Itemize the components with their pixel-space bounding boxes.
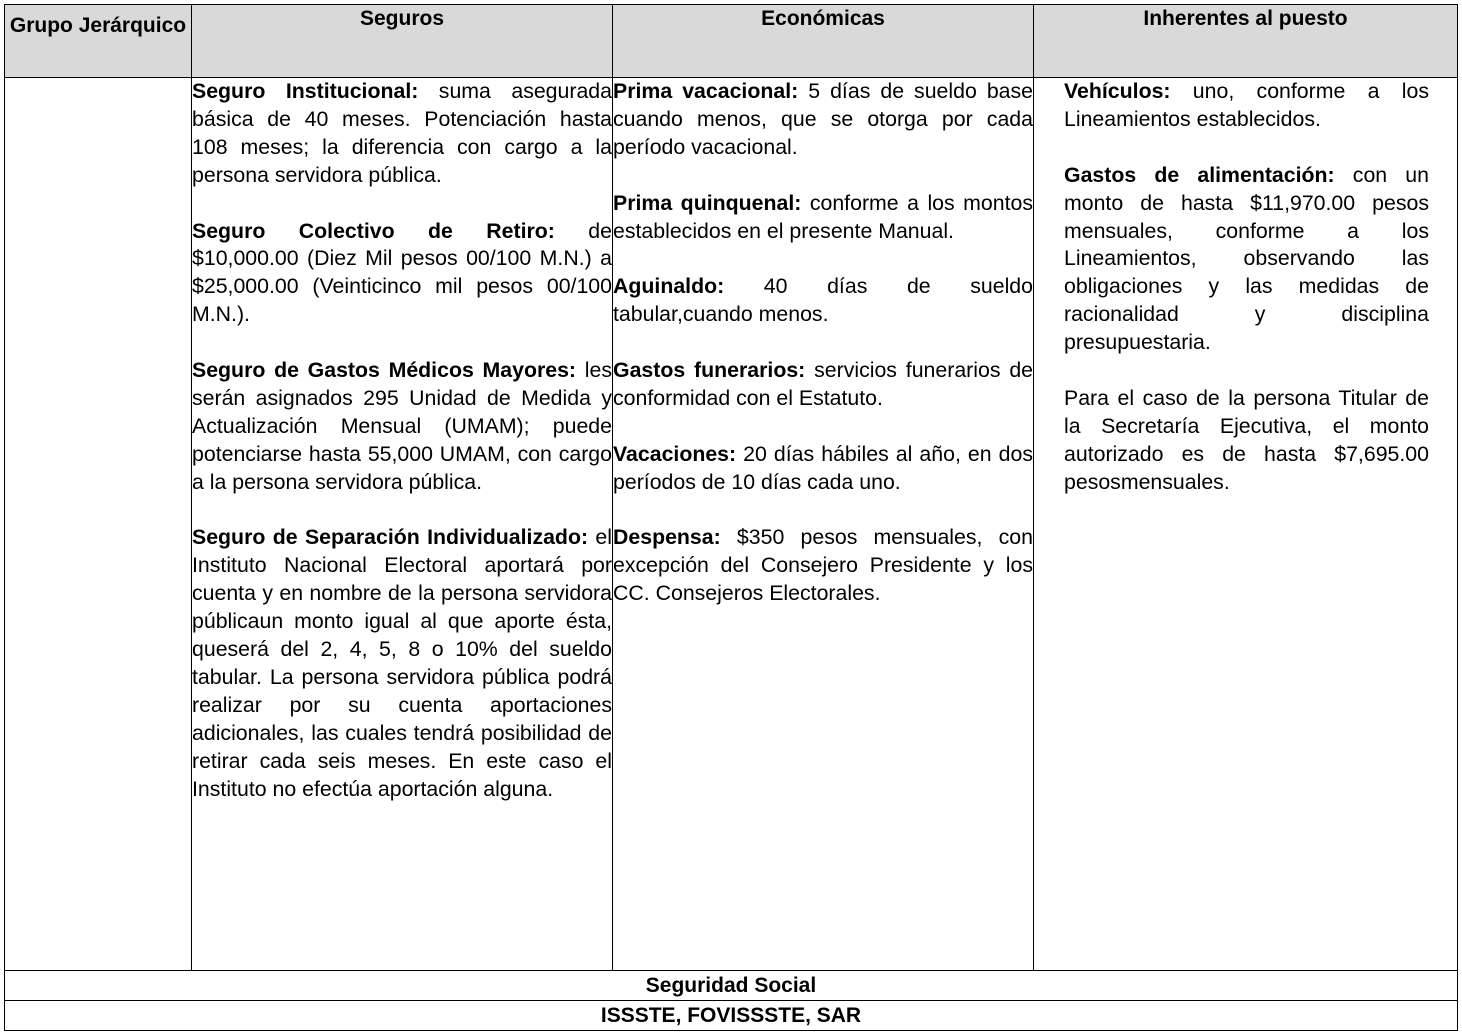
benefits-table bbox=[4, 4, 1458, 1031]
header-seguros: Seguros bbox=[192, 5, 613, 78]
gastos-funerarios: Gastos funerarios: servicios funerarios de conformidad con el Estatuto. bbox=[613, 358, 1034, 410]
vehiculos: Vehículos: uno, conforme a los Lineamientos establecidos. bbox=[1064, 79, 1429, 131]
titular-secretaria-nota: Para el caso de la persona Titular de la Secretaría Ejecutiva, el monto autorizado es de hasta $7,695.00 pesosmensuales. bbox=[1064, 385, 1429, 494]
grupo-cell bbox=[5, 78, 192, 971]
seguro-gastos-medicos: Seguro de Gastos Médicos Mayores: les serán asignados 295 Unidad de Medida y Actualización Mensual (UMAM); puede potenciarse hasta 55,000 UMAM, con cargo a la persona servidora pública. bbox=[192, 358, 612, 494]
seguros-cell bbox=[192, 78, 613, 971]
seguridad-social-title: Seguridad Social bbox=[5, 971, 1458, 1001]
seguro-separacion: Seguro de Separación Individualizado: el Instituto Nacional Electoral aportará por cuenta y en nombre de la persona servidora públicaun monto igual al que aporte ésta, queserá del 2, 4, 5, 8 o 10% del sueldo tabular. La persona servidora pública podrá realizar por su cuenta aportaciones adicionales, las cuales tendrá posibilidad de retirar cada seis meses. En este caso el Instituto no efectúa aportación alguna. bbox=[192, 525, 612, 801]
header-grupo-jerarquico: Grupo Jerárquico bbox=[5, 5, 192, 78]
header-inherentes: Inherentes al puesto bbox=[1034, 5, 1458, 78]
despensa: Despensa: $350 pesos mensuales, con excepción del Consejero Presidente y los CC. Consejeros Electorales. bbox=[613, 525, 1033, 606]
aguinaldo: Aguinaldo: 40 días de sueldo tabular,cuando menos. bbox=[613, 274, 1033, 327]
header-row bbox=[5, 5, 1458, 78]
inherentes-cell bbox=[1034, 78, 1458, 971]
footer-row-value bbox=[5, 1001, 1458, 1031]
seguro-institucional: Seguro Institucional: suma asegurada básica de 40 meses. Potenciación hasta 108 meses; la diferencia con cargo a la persona servidora pública. bbox=[192, 79, 612, 187]
vacaciones: Vacaciones: 20 días hábiles al año, en dos períodos de 10 días cada uno. bbox=[613, 441, 1033, 494]
table-row bbox=[5, 78, 1458, 971]
seguro-colectivo-retiro: Seguro Colectivo de Retiro: de $10,000.00 (Diez Mil pesos 00/100 M.N.) a $25,000.00 (Veinticinco mil pesos 00/100 M.N.). bbox=[192, 218, 612, 327]
gastos-alimentacion: Gastos de alimentación: con un monto de hasta $11,970.00 pesos mensuales, conforme a los Lineamientos, observando las obligaciones y las medidas de racionalidad y disciplina presupuestaria. bbox=[1064, 162, 1429, 355]
header-economicas: Económicas bbox=[613, 5, 1034, 78]
economicas-cell bbox=[613, 78, 1034, 971]
seguridad-social-value: ISSSTE, FOVISSSTE, SAR bbox=[5, 1001, 1458, 1031]
prima-vacacional: Prima vacacional: 5 días de sueldo base cuando menos, que se otorga por cada período vacacional. bbox=[613, 79, 1033, 159]
prima-quinquenal: Prima quinquenal: conforme a los montos establecidos en el presente Manual. bbox=[613, 190, 1033, 243]
footer-row-title bbox=[5, 971, 1458, 1001]
